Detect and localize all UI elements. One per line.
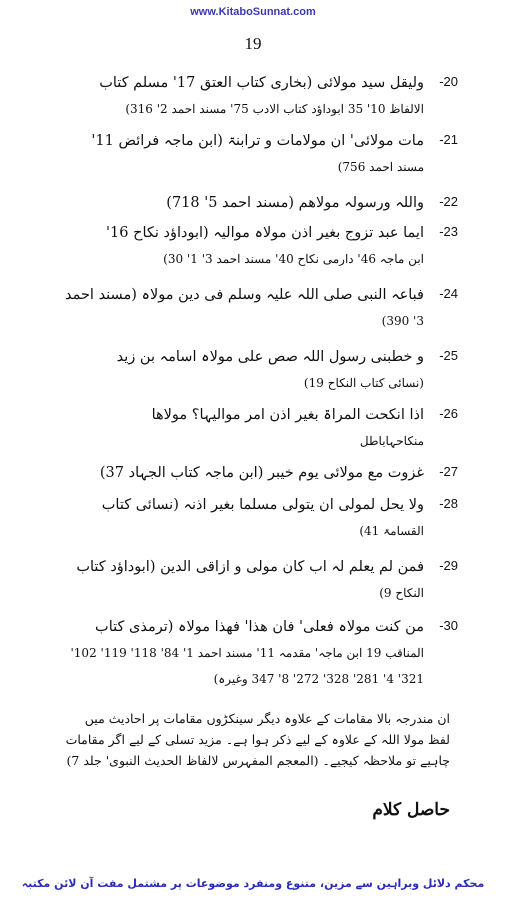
footnote-text [64, 614, 424, 692]
footnote-number: -23 [439, 224, 458, 239]
footnote-line: اذا انکحت المراۃ بغیر اذن امر موالیہا؟ مولاھا [151, 407, 424, 423]
footnote-number: -26 [439, 406, 458, 421]
footer-banner[interactable]: محکم دلائل وبراہین سے مزین، متنوع ومنفرد موضوعات پر مشتمل مفت آن لائن مکتبہ [21, 877, 485, 890]
section-heading: حاصل کلام [372, 800, 450, 820]
footnote-text [64, 190, 424, 216]
footnote-text [64, 220, 424, 272]
footnote-line: ولا یحل لمولی ان یتولی مسلما بغیر اذنہ (نسائی کتاب [101, 497, 424, 513]
footnote-line: و خطبنی رسول اللہ صص علی مولاہ اسامہ بن زید [116, 349, 424, 365]
paragraph-line: ان مندرجہ بالا مقامات کے علاوہ دیگر سینکڑوں مقامات پر احادیث میں [84, 711, 450, 726]
footnote-number: -29 [439, 558, 458, 573]
footnote-text [64, 492, 424, 544]
footnote-line: (نسائی کتاب النکاح 19) [303, 376, 424, 390]
footnote-text [64, 344, 424, 396]
footnote-line: 3' 390) [381, 314, 424, 328]
footnote-line: ابن ماجہ 46' دارمی نکاح 40' مسند احمد 3' 1' 30) [163, 252, 424, 266]
footnote-number: -24 [439, 286, 458, 301]
footnote-number: -28 [439, 496, 458, 511]
footnote-line: واللہ ورسولہ مولاھم (مسند احمد 5' 718) [166, 195, 424, 211]
footnote-number: -20 [439, 74, 458, 89]
footnote-number: -25 [439, 348, 458, 363]
summary-paragraph [48, 708, 450, 771]
footnote-line: منکاحہاباطل [359, 434, 424, 448]
footnote-line: الالفاظ 10' 35 ابوداؤد کتاب الادب 75' مسند احمد 2' 316) [125, 102, 424, 116]
page-number: 19 [244, 34, 262, 53]
footnote-number: -21 [439, 132, 458, 147]
footnote-number: -22 [439, 194, 458, 209]
footnote-text [64, 402, 424, 454]
site-url[interactable]: www.KitaboSunnat.com [190, 6, 316, 18]
footnote-line: مات مولائی' ان مولامات و ترابنۃ (ابن ماجہ فرائض 11' [91, 133, 424, 149]
footnote-line: فمن لم یعلم لہ اب کان مولی و ازاقی الدین (ابوداؤد کتاب [76, 559, 424, 575]
footnote-number: -27 [439, 464, 458, 479]
paragraph-line: چاہیے تو ملاحظہ کیجیے۔ (المعجم المفہرس لالفاظ الحدیث النبوی' جلد 7) [66, 753, 450, 768]
footnote-line: فباعہ النبی صلی اللہ علیہ وسلم فی دین مولاہ (مسند احمد [64, 287, 424, 303]
footnote-text [64, 460, 424, 486]
footnote-text [64, 128, 424, 180]
footnote-line: غزوت مع مولائی یوم خیبر (ابن ماجہ کتاب الجہاد 37) [99, 465, 424, 481]
footnote-line: ولیقل سید مولائی (بخاری کتاب العتق 17' مسلم کتاب [99, 75, 424, 91]
footnote-number: -30 [439, 618, 458, 633]
footnote-line: النکاح 9) [379, 586, 424, 600]
paragraph-line: لفظ مولا اللہ کے علاوہ کے لیے ذکر ہوا ہے۔ مزید تسلی کے لیے اگر مقامات [65, 732, 450, 747]
footnote-line: مسند احمد 756) [337, 160, 424, 174]
footnote-line: ایما عبد تزوج بغیر اذن مولاہ موالیہ (ابوداؤد نکاح 16' [106, 225, 424, 241]
footnote-line: المناقب 19 ابن ماجہ' مقدمہ 11' مسند احمد 1' 84' 118' 119' 102' [70, 646, 424, 660]
footnote-line: القسامۃ 41) [359, 524, 424, 538]
footnote-line: من کنت مولاہ فعلی' فان ھذا' فھذا مولاہ (ترمذی کتاب [95, 619, 424, 635]
footnote-line: 321' 4' 281' 328' 272' 8' 347 وغیرہ) [213, 672, 424, 686]
footnote-text [64, 282, 424, 334]
footnote-text [64, 70, 424, 122]
footnote-text [64, 554, 424, 606]
